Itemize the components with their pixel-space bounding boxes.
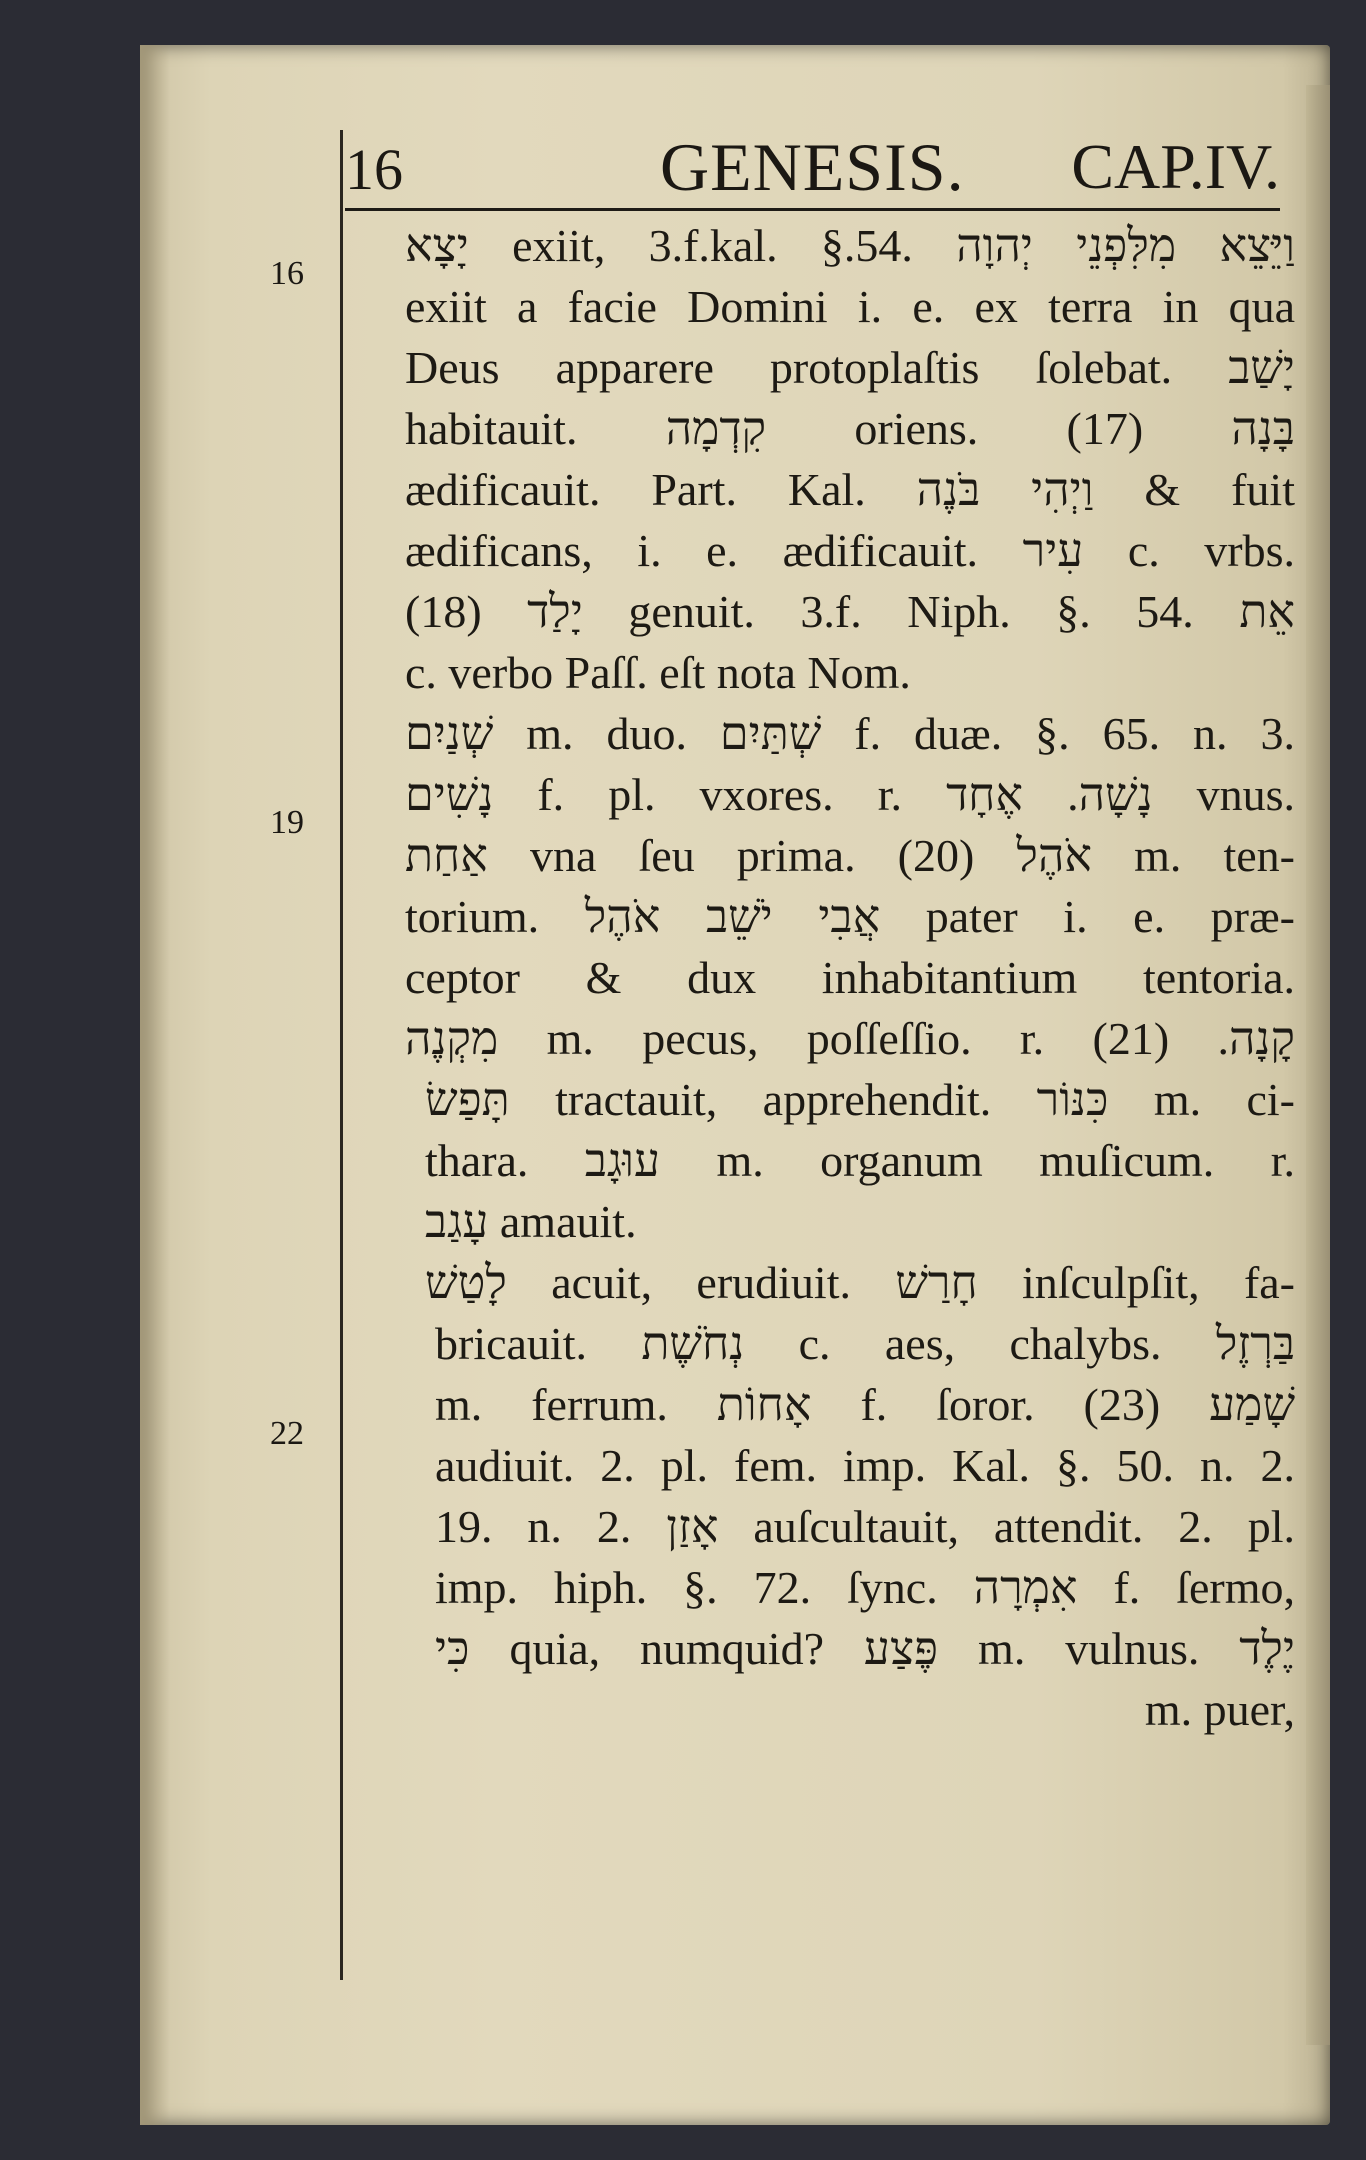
text-line: imp. hiph. §. 72. ſync. אִמְרָה f. ſermo,: [435, 1562, 1295, 1613]
page-edge: [1306, 85, 1330, 2045]
verse-number: 22: [270, 1415, 304, 1452]
text-line: c. verbo Paſſ. eſt nota Nom.: [405, 647, 911, 698]
text-line: torium. אֲבִי יֹשֵׁב אֹהֶל pater i. e. præ-: [405, 891, 1295, 942]
text-line: נָשִׁים f. pl. vxores. r. נָשָׁה. אֶחָד vnus.: [405, 769, 1295, 820]
text-line: ædificauit. Part. Kal. וַיְהִי בֹּנֶה & fuit: [405, 464, 1295, 515]
text-line: 19. n. 2. אָזַן auſcultauit, attendit. 2. pl.: [435, 1501, 1295, 1552]
text-line: אַחַת vna ſeu prima. (20) אֹהֶל m. ten-: [405, 830, 1295, 881]
glossary-text: [405, 215, 1295, 1740]
text-line: לָטַשׁ acuit, erudiuit. חָרַשׁ inſculpſit, fa-: [425, 1257, 1295, 1308]
text-line: exiit a facie Domini i. e. ex terra in qua: [405, 281, 1295, 332]
text-line: יָצָא exiit, 3.f.kal. §.54. וַיֵּצֵא מִלִּפְנֵי יְהוָה: [405, 220, 1295, 271]
verse-number: 16: [270, 255, 304, 292]
text-line: מִקְנֶה m. pecus, poſſeſſio. r. קָנָה. (21): [405, 1013, 1295, 1064]
text-line: (18) יָלַד genuit. 3.f. Niph. §. 54. אֵת: [405, 586, 1295, 637]
text-line: כִּי quia, numquid? פֶּצַע m. vulnus. יֶלֶד: [435, 1623, 1295, 1674]
book-title: GENESIS.: [660, 129, 965, 205]
verse-number: 19: [270, 804, 304, 841]
binding-shadow: [140, 45, 170, 2125]
text-line: עָגַב amauit.: [425, 1196, 637, 1247]
page-number: 16: [345, 137, 403, 202]
text-line: habitauit. קִדְמָה oriens. (17) בָּנָה: [405, 403, 1295, 454]
text-line: thara. עוּגָב m. organum muſicum. r.: [425, 1135, 1295, 1186]
text-line: audiuit. 2. pl. fem. imp. Kal. §. 50. n. 2.: [435, 1440, 1295, 1491]
text-line: bricauit. נְחֹשֶׁת c. aes, chalybs. בַּרְזֶל: [435, 1318, 1295, 1369]
chapter-label: CAP.IV.: [1071, 131, 1280, 202]
text-line: שְׁנַיִם m. duo. שְׁתַּיִם f. duæ. §. 65. n. 3.: [405, 708, 1295, 759]
text-line: Deus apparere protoplaſtis ſolebat. יָשַׁב: [405, 342, 1295, 393]
text-line: m. puer,: [1144, 1684, 1295, 1735]
text-line: תָּפַשׂ tractauit, apprehendit. כִּנּוֹר m. ci-: [425, 1074, 1295, 1125]
text-line: m. ferrum. אָחוֹת f. ſoror. (23) שָׁמַע: [435, 1379, 1295, 1430]
running-header: [345, 128, 1280, 211]
text-line: ceptor & dux inhabitantium tentoria.: [405, 952, 1295, 1003]
margin-rule: [340, 130, 343, 1980]
text-line: ædificans, i. e. ædificauit. עִיר c. vrbs.: [405, 525, 1295, 576]
